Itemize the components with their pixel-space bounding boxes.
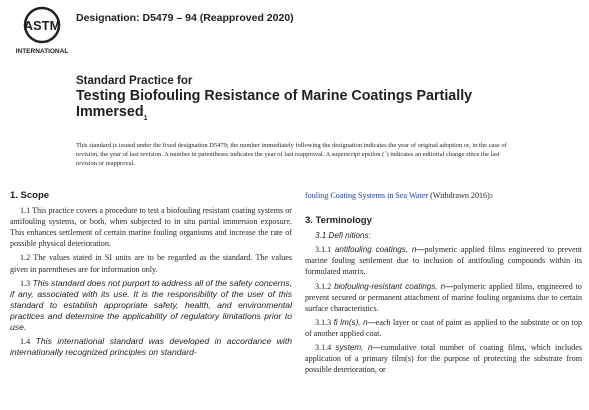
title-line-2: Immersed xyxy=(76,104,144,120)
left-column xyxy=(10,190,292,361)
svg-text:INTERNATIONAL: INTERNATIONAL xyxy=(15,48,69,55)
scope-para-4: 1.4 This international standard was developed in accordance with internationally recognized principles on standard- xyxy=(10,335,293,357)
scope-para-2: 1.2 The values stated in SI units are to be regarded as the standard. The values given in parentheses are for information only. xyxy=(10,253,292,274)
astm-logo xyxy=(14,6,70,56)
reference-carryover: fouling Coating Systems in Sea Water (Withdrawn 2016)3 xyxy=(305,191,493,200)
title-main xyxy=(76,88,556,127)
definitions-label: 3.1 Defi nitions: xyxy=(315,231,371,241)
standard-notice: This standard is issued under the fixed designation D5479; the number immediately following the designation indicates the year of original adoption or, in the case of revision, the year of last revision. A number in parentheses indicates the year of last reapproval. A superscript epsilon (´) indicates an editorial change since the last revision or reapproval. xyxy=(76,142,507,167)
right-column xyxy=(305,190,582,378)
title-footnote-marker: 1 xyxy=(143,114,148,122)
title-block xyxy=(76,74,556,127)
scope-heading: 1. Scope xyxy=(10,190,50,201)
scope-para-3: 1.3 This standard does not purport to address all of the safety concerns, if any, associated with its use. It is the responsibility of the user of this standard to establish appropriate safety, health, and environmental practices and determine the applicability of regulatory limitations prior to use. xyxy=(10,277,293,332)
scope-para-1: 1.1 This practice covers a procedure to test a biofouling resistant coating systems or antifouling systems, or both, when subjected to in situ partial immersion exposure. This enhances settlement of certain marine fouling organisms and increase the rate of possible physical deterioration. xyxy=(10,206,292,249)
title-line-1: Testing Biofouling Resistance of Marine Coatings Partially xyxy=(76,88,473,104)
term-system: 3.1.4 system, n—cumulative total number of coating films, which includes application of a primary film(s) for the purpose of protecting the substrate from possible deterioration, or xyxy=(305,343,582,375)
terminology-heading: 3. Terminology xyxy=(305,215,372,227)
svg-text:ASTM: ASTM xyxy=(23,18,61,33)
term-antifouling: 3.1.1 antifouling coatings, n—polymeric applied films engineered to prevent marine fouling settlement due to inclusion of antifouling compounds within its formulated matrix. xyxy=(305,245,582,277)
term-film: 3.1.3 fi lm(s), n—each layer or coat of paint as applied to the substrate or on top of another applied coat. xyxy=(305,317,582,338)
title-prefix: Standard Practice for xyxy=(76,75,193,87)
designation: Designation: D5479 – 94 (Reapproved 2020) xyxy=(76,12,294,24)
term-biofouling-resistant: 3.1.2 biofouling-resistant coatings, n—polymeric applied films, engineered to prevent secured or permanent attachment of marine fouling organisms due to certain surface characteristics. xyxy=(305,281,582,313)
